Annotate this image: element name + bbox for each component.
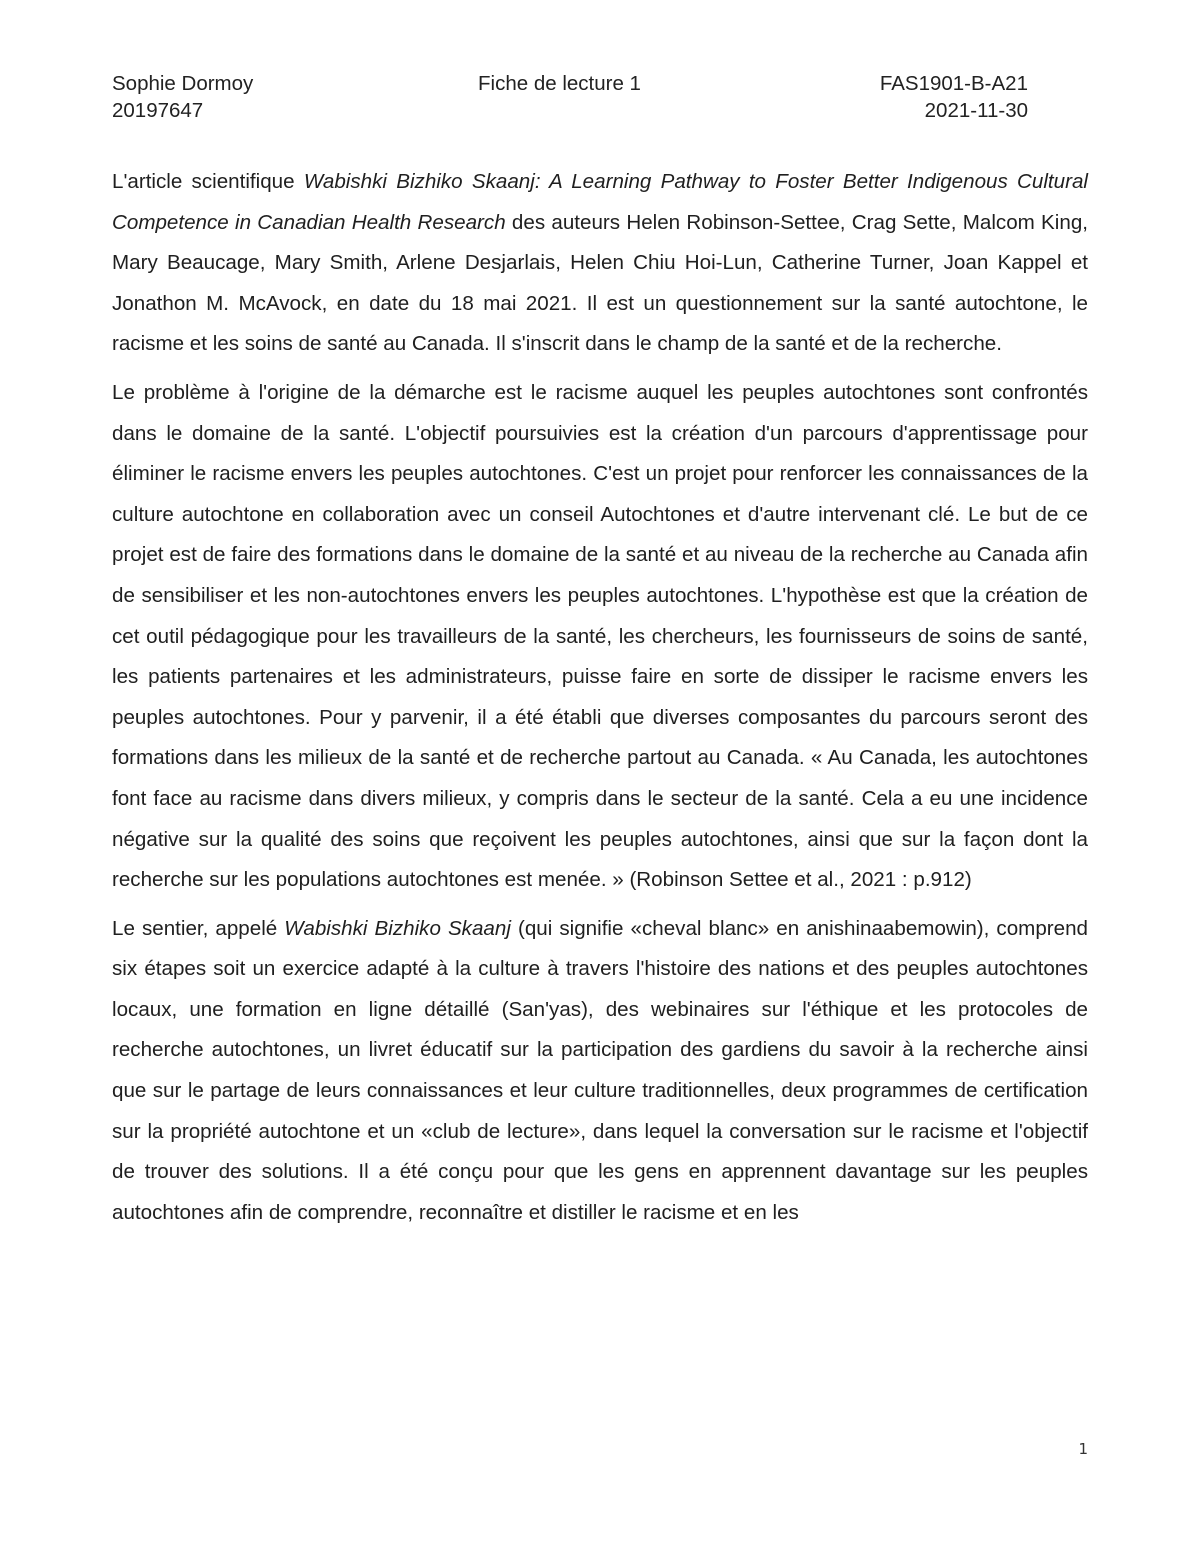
paragraph-3-rest: (qui signifie «cheval blanc» en anishinaabemowin), comprend six étapes soit un exercice adapté à la culture à travers l'histoire des nations et des peuples autochtones locaux, une formation en ligne détaillé (San'yas), des webinaires sur l'éthique et les protocoles de recherche autochtones, un livret éducatif sur la participation des gardiens du savoir à la recherche ainsi que sur le partage de leurs connaissances et leur culture traditionnelles, deux programmes de certification sur la propriété autochtone et un «club de lecture», dans lequel la conversation sur le racisme et l'objectif de trouver des solutions. Il a été conçu pour que les gens en apprennent davantage sur les peuples autochtones afin de comprendre, reconnaître et distiller le racisme et en les <box>112 916 1089 1224</box>
paragraph-1-intro: L'article scientifique <box>112 170 304 193</box>
page-header <box>112 70 1028 124</box>
paragraph-2: Le problème à l'origine de la démarche est le racisme auquel les peuples autochtones sont confrontés dans le domaine de la santé. L'objectif poursuivies est la création d'un parcours d'apprentissage pour éliminer le racisme envers les peuples autochtones. C'est un projet pour renforcer les connaissances de la culture autochtone en collaboration avec un conseil Autochtones et d'autre intervenant clé. Le but de ce projet est de faire des formations dans le domaine de la santé et au niveau de la recherche au Canada afin de sensibiliser et les non-autochtones envers les peuples autochtones. L'hypothèse est que la création de cet outil pédagogique pour les travailleurs de la santé, les chercheurs, les fournisseurs de soins de santé, les patients partenaires et les administrateurs, puisse faire en sorte de dissiper le racisme envers les peuples autochtones. Pour y parvenir, il a été établi que diverses composantes du parcours seront des formations dans les milieux de la santé et de recherche partout au Canada. « Au Canada, les autochtones font face au racisme dans divers milieux, y compris dans le secteur de la santé. Cela a eu une incidence négative sur la qualité des soins que reçoivent les peuples autochtones, ainsi que sur la façon dont la recherche sur les populations autochtones est menée. » (Robinson Settee et al., 2021 : p.912) <box>112 380 1088 892</box>
page-number: 1 <box>1078 1440 1088 1458</box>
pathway-name: Wabishki Bizhiko Skaanj <box>284 916 511 940</box>
article-title: Wabishki Bizhiko Skaanj: A Learning Pathway to Foster Better Indigenous Cultural Competence in Canadian Health Research <box>112 170 1088 234</box>
document-title: Fiche de lecture 1 <box>478 72 641 95</box>
course-code: FAS1901-B-A21 <box>879 72 1028 95</box>
header-row-2 <box>112 97 1028 124</box>
paragraph-3 <box>112 909 1088 1234</box>
student-id: 20197647 <box>112 99 204 122</box>
document-body <box>112 162 1088 1241</box>
paragraph-1 <box>112 162 1088 365</box>
author-name: Sophie Dormoy <box>112 72 254 95</box>
document-date: 2021-11-30 <box>924 99 1028 122</box>
paragraph-1-rest: des auteurs Helen Robinson-Settee, Crag Sette, Malcom King, Mary Beaucage, Mary Smith, Arlene Desjarlais, Helen Chiu Hoi-Lun, Catherine Turner, Joan Kappel et Jonathon M. McAvock, en date du 18 mai 2021. Il est un questionnement sur la santé autochtone, le racisme et les soins de santé au Canada. Il s'inscrit dans le champ de la santé et de la recherche. <box>112 210 1089 356</box>
paragraph-3-intro: Le sentier, appelé <box>112 916 285 940</box>
header-row-1 <box>112 70 1028 97</box>
